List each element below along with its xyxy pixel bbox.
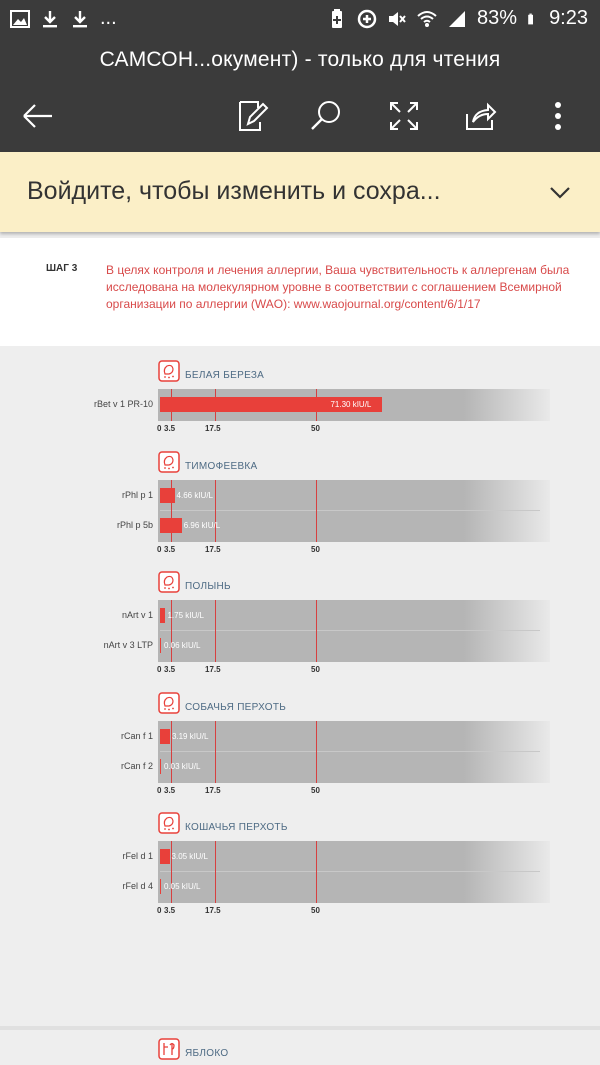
step-label: ШАГ 3 — [46, 263, 78, 274]
row-label: rFel d 4 — [122, 881, 153, 891]
edit-document-icon[interactable] — [234, 98, 270, 134]
reference-line — [316, 480, 317, 542]
row-label: rFel d 1 — [122, 851, 153, 861]
app-bar — [0, 40, 600, 152]
document-title: САМСОН...окумент) - только для чтения — [99, 48, 501, 71]
chart-background — [158, 600, 550, 662]
axis-tick-label: 17.5 — [205, 665, 221, 674]
row-separator — [160, 871, 540, 872]
axis-tick-label: 17.5 — [205, 906, 221, 915]
allergen-icon — [158, 360, 180, 382]
axis-tick-label: 0 — [157, 906, 162, 915]
row-label: rBet v 1 PR-10 — [93, 399, 153, 409]
sign-in-banner-text: Войдите, чтобы изменить и сохра... — [27, 177, 441, 205]
allergen-icon — [158, 571, 180, 593]
row-label: rCan f 2 — [120, 761, 153, 771]
axis-tick-label: 0 — [157, 424, 162, 433]
apple-allergen-icon — [158, 1038, 180, 1060]
more-vert-icon[interactable] — [540, 98, 576, 134]
share-icon[interactable] — [462, 98, 498, 134]
row-label: rPhl p 1 — [121, 490, 153, 500]
axis-tick-label: 17.5 — [205, 424, 221, 433]
section-title: БЕЛАЯ БЕРЕЗА — [185, 370, 265, 381]
reference-line — [316, 600, 317, 662]
axis-tick-label: 0 — [157, 545, 162, 554]
data-bar — [160, 729, 170, 744]
download-icon — [40, 9, 60, 29]
reference-line — [171, 721, 172, 783]
axis-tick-label: 3.5 — [164, 665, 176, 674]
row-label: rCan f 1 — [120, 731, 153, 741]
step-description: В целях контроля и лечения аллергии, Ваша чувствительность к аллергенам была исследована на молекулярном уровне в соответствии с соглашением Всемирной организации по аллергии (WAO): www.waojournal.org/content/6/1/17 — [106, 263, 570, 311]
axis-tick-label: 0 — [157, 786, 162, 795]
axis-tick-label: 50 — [311, 545, 320, 554]
axis-tick-label: 50 — [311, 906, 320, 915]
reference-line — [316, 721, 317, 783]
reference-line — [316, 841, 317, 903]
image-icon — [10, 9, 30, 29]
reference-line — [171, 841, 172, 903]
toolbar — [0, 92, 600, 140]
chevron-down-icon[interactable] — [548, 180, 572, 204]
section-title: СОБАЧЬЯ ПЕРХОТЬ — [185, 702, 287, 713]
back-arrow-icon[interactable] — [20, 98, 56, 134]
allergen-icon — [158, 812, 180, 834]
bar-value-label: 1.75 kIU/L — [167, 611, 204, 620]
bar-value-label: 0.06 kIU/L — [164, 641, 201, 650]
data-bar — [160, 518, 182, 533]
search-icon[interactable] — [308, 98, 344, 134]
data-bar — [160, 849, 170, 864]
reference-line — [215, 841, 216, 903]
chart-background — [158, 480, 550, 542]
next-section-title: ЯБЛОКО — [185, 1048, 229, 1059]
status-bar — [0, 0, 600, 40]
wifi-icon — [417, 9, 437, 29]
axis-tick-label: 50 — [311, 786, 320, 795]
bar-value-label: 0.05 kIU/L — [164, 882, 201, 891]
row-label: nArt v 1 — [121, 610, 153, 620]
allergen-charts — [0, 346, 600, 1026]
axis-tick-label: 3.5 — [164, 424, 176, 433]
signal-icon — [447, 9, 467, 29]
reference-line — [215, 480, 216, 542]
allergen-icon — [158, 692, 180, 714]
section-title: ТИМОФЕЕВКА — [185, 461, 258, 472]
row-label: nArt v 3 LTP — [103, 640, 153, 650]
bar-value-label: 3.19 kIU/L — [171, 732, 209, 741]
axis-tick-label: 3.5 — [164, 545, 176, 554]
axis-tick-label: 50 — [311, 424, 320, 433]
bar-value-label: 4.66 kIU/L — [176, 491, 213, 500]
next-page — [0, 1030, 600, 1065]
chart-background — [158, 841, 550, 903]
axis-tick-label: 3.5 — [164, 906, 176, 915]
battery-icon — [527, 9, 539, 29]
bar-value-label: 6.96 kIU/L — [183, 521, 221, 530]
download-icon — [70, 9, 90, 29]
row-separator — [160, 751, 540, 752]
row-label: rPhl p 5b — [116, 520, 153, 530]
fullscreen-icon[interactable] — [386, 98, 422, 134]
data-bar — [160, 608, 165, 623]
row-separator — [160, 510, 540, 511]
chart-background — [158, 721, 550, 783]
axis-tick-label: 50 — [311, 665, 320, 674]
data-saver-icon — [357, 9, 377, 29]
battery-percent: 83% — [477, 7, 518, 29]
reference-line — [215, 600, 216, 662]
axis-tick-label: 17.5 — [205, 545, 221, 554]
bar-value-label: 0.03 kIU/L — [164, 762, 201, 771]
section-title: ПОЛЫНЬ — [185, 581, 231, 592]
bar-value-label: 71.30 kIU/L — [330, 400, 372, 409]
bar-value-label: 3.05 kIU/L — [171, 852, 208, 861]
data-bar — [160, 488, 175, 503]
reference-line — [215, 721, 216, 783]
more-ellipsis: ... — [100, 7, 117, 29]
reference-line — [171, 600, 172, 662]
axis-tick-label: 17.5 — [205, 786, 221, 795]
sign-in-banner[interactable] — [0, 152, 600, 232]
mute-icon — [387, 9, 407, 29]
row-separator — [160, 630, 540, 631]
clock: 9:23 — [549, 7, 588, 29]
axis-tick-label: 0 — [157, 665, 162, 674]
allergen-icon — [158, 451, 180, 473]
battery-saver-icon — [327, 9, 347, 29]
section-title: КОШАЧЬЯ ПЕРХОТЬ — [185, 822, 288, 833]
axis-tick-label: 3.5 — [164, 786, 176, 795]
